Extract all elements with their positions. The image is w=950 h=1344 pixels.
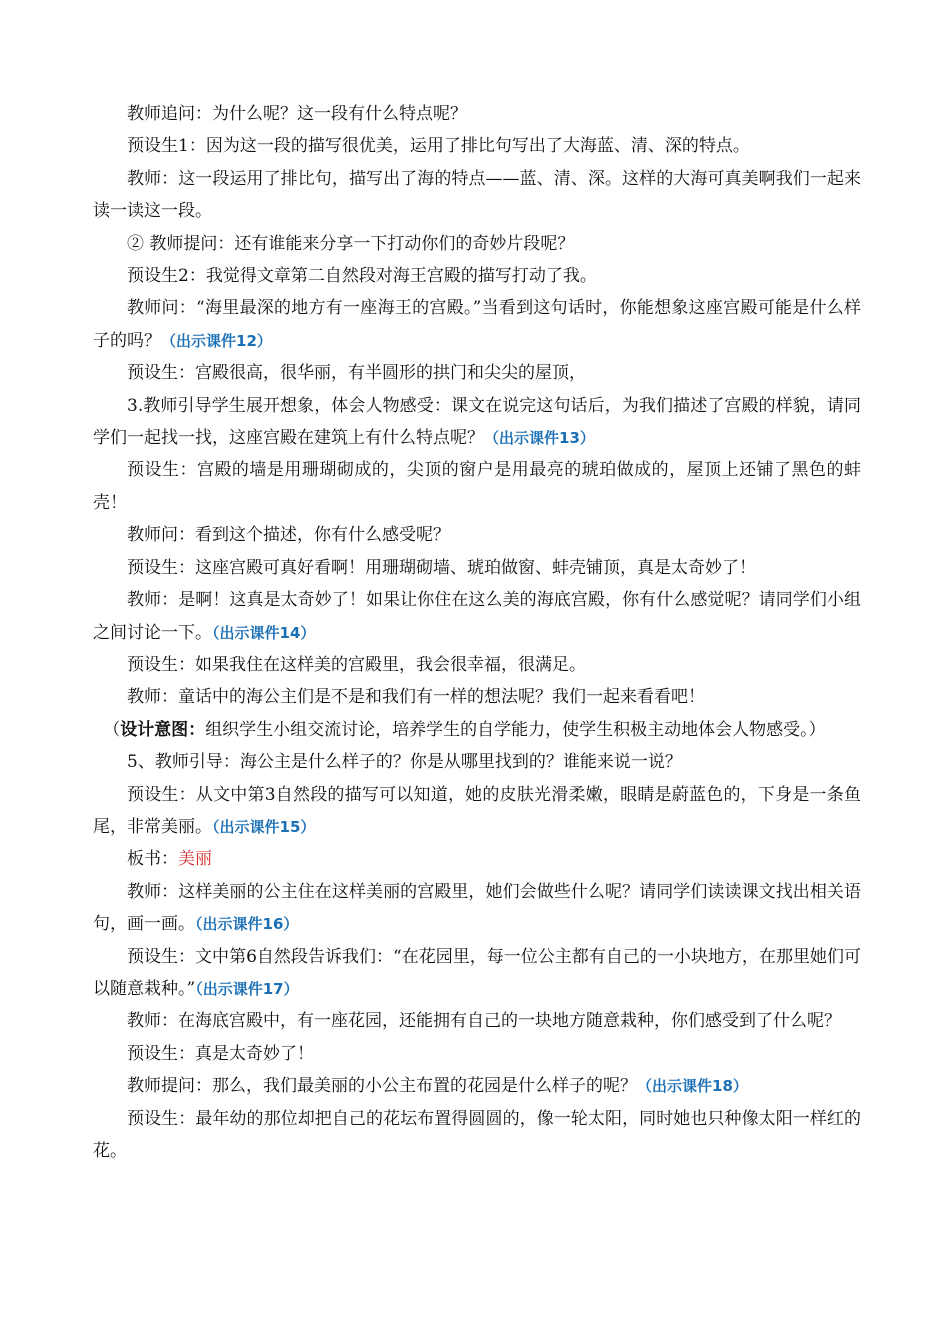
paragraph-teacher-followup xyxy=(93,98,861,130)
paragraph-teacher-activity xyxy=(93,876,861,941)
text: 教师追问：为什么呢？这一段有什么特点呢？ xyxy=(127,104,467,124)
text: 教师：在海底宫殿中，有一座花园，还能拥有自己的一块地方随意栽种，你们感受到了什么呢？ xyxy=(127,1011,841,1032)
paragraph-student-happy xyxy=(93,649,861,681)
courseware-cue: （出示课件18） xyxy=(637,1077,748,1096)
document-page xyxy=(93,98,861,1167)
paragraph-teacher-palace-question xyxy=(93,292,861,357)
design-intent-label: 设计意图： xyxy=(120,719,206,740)
paragraph-student-sun-garden xyxy=(93,1103,861,1168)
courseware-cue: （出示课件17） xyxy=(195,979,299,998)
text: 5、教师引导：海公主是什么样子的？你是从哪里找到的？谁能来说一说？ xyxy=(127,752,682,773)
text: 预设生：这座宫殿可真好看啊！用珊瑚砌墙、琥珀做窗、蚌壳铺顶，真是太奇妙了！ xyxy=(127,557,756,578)
text: 预设生：最年幼的那位却把自己的花坛布置得圆圆的，像一轮太阳，同时她也只种像太阳一样红的花。 xyxy=(93,1108,861,1161)
paragraph-design-intent xyxy=(93,714,861,746)
text: 预设生2：我觉得文章第二自然段对海王宫殿的描写打动了我。 xyxy=(127,266,597,287)
courseware-cue: （出示课件13） xyxy=(484,429,595,448)
text: 预设生：真是太奇妙了！ xyxy=(127,1043,314,1064)
courseware-cue: （出示课件16） xyxy=(195,915,299,934)
text: 预设生：如果我住在这样美的宫殿里，我会很幸福，很满足。 xyxy=(127,654,586,675)
text: 3.教师引导学生展开想象，体会人物感受：课文在说完这句话后，为我们描述了宫殿的样貌，请同学们一起找一找，这座宫殿在建筑上有什么特点呢？ xyxy=(93,395,861,449)
text: 教师提问：那么，我们最美丽的小公主布置的花园是什么样子的呢？ xyxy=(127,1076,637,1097)
courseware-cue: （出示课件14） xyxy=(212,623,316,642)
text: 板书： xyxy=(127,849,178,870)
paragraph-student-princess xyxy=(93,779,861,844)
paragraph-student-answer-2 xyxy=(93,260,861,292)
text: 预设生：宫殿的墙是用珊瑚砌成的，尖顶的窗户是用最亮的琥珀做成的，屋顶上还铺了黑色的蚌壳！ xyxy=(93,460,861,513)
open-paren: （ xyxy=(103,719,121,740)
paragraph-teacher-garden-question xyxy=(93,1005,861,1037)
courseware-cue: （出示课件12） xyxy=(161,331,272,350)
text: 教师：这样美丽的公主住在这样美丽的宫殿里，她们会做些什么呢？请同学们读读课文找出相关语句，画一画。 xyxy=(93,881,861,935)
paragraph-teacher-question-2 xyxy=(93,228,861,260)
paragraph-student-feeling xyxy=(93,552,861,584)
paragraph-teacher-discussion xyxy=(93,584,861,649)
paragraph-teacher-little-princess xyxy=(93,1070,861,1102)
blackboard-word: 美丽 xyxy=(178,849,212,870)
paragraph-blackboard xyxy=(93,843,861,875)
paragraph-step-3 xyxy=(93,390,861,455)
text: 教师问：“海里最深的地方有一座海王的宫殿。”当看到这句话时，你能想象这座宫殿可能是什么样子的吗？ xyxy=(93,298,861,351)
paragraph-teacher-summary xyxy=(93,163,861,228)
paragraph-student-palace-detail xyxy=(93,454,861,519)
text: 预设生：宫殿很高，很华丽，有半圆形的拱门和尖尖的屋顶， xyxy=(127,363,586,384)
text: 预设生：文中第6自然段告诉我们：“在花园里，每一位公主都有自己的一小块地方，在那里她们可以随意栽种。” xyxy=(93,946,861,999)
text: 教师：这一段运用了排比句，描写出了海的特点——蓝、清、深。这样的大海可真美啊我们一起来读一读这一段。 xyxy=(93,168,861,222)
paragraph-student-garden xyxy=(93,941,861,1006)
paragraph-teacher-feeling-question xyxy=(93,519,861,551)
paragraph-step-5 xyxy=(93,746,861,778)
text: 教师：是啊！这真是太奇妙了！如果让你住在这么美的海底宫殿，你有什么感觉呢？请同学们小组之间讨论一下。 xyxy=(93,590,861,643)
text: ② 教师提问：还有谁能来分享一下打动你们的奇妙片段呢？ xyxy=(127,233,575,254)
text: 预设生：从文中第3自然段的描写可以知道，她的皮肤光滑柔嫩，眼睛是蔚蓝色的，下身是一条鱼尾，非常美丽。 xyxy=(93,784,861,837)
paragraph-student-answer-1 xyxy=(93,130,861,162)
paragraph-student-wonder xyxy=(93,1038,861,1070)
text: 教师问：看到这个描述，你有什么感受呢？ xyxy=(127,525,450,546)
text: 教师：童话中的海公主们是不是和我们有一样的想法呢？我们一起来看看吧！ xyxy=(127,687,705,708)
text: 组织学生小组交流讨论，培养学生的自学能力，使学生积极主动地体会人物感受。） xyxy=(205,719,826,740)
paragraph-teacher-transition xyxy=(93,681,861,713)
paragraph-student-palace xyxy=(93,357,861,389)
text: 预设生1：因为这一段的描写很优美，运用了排比句写出了大海蓝、清、深的特点。 xyxy=(127,136,750,157)
courseware-cue: （出示课件15） xyxy=(212,817,316,836)
